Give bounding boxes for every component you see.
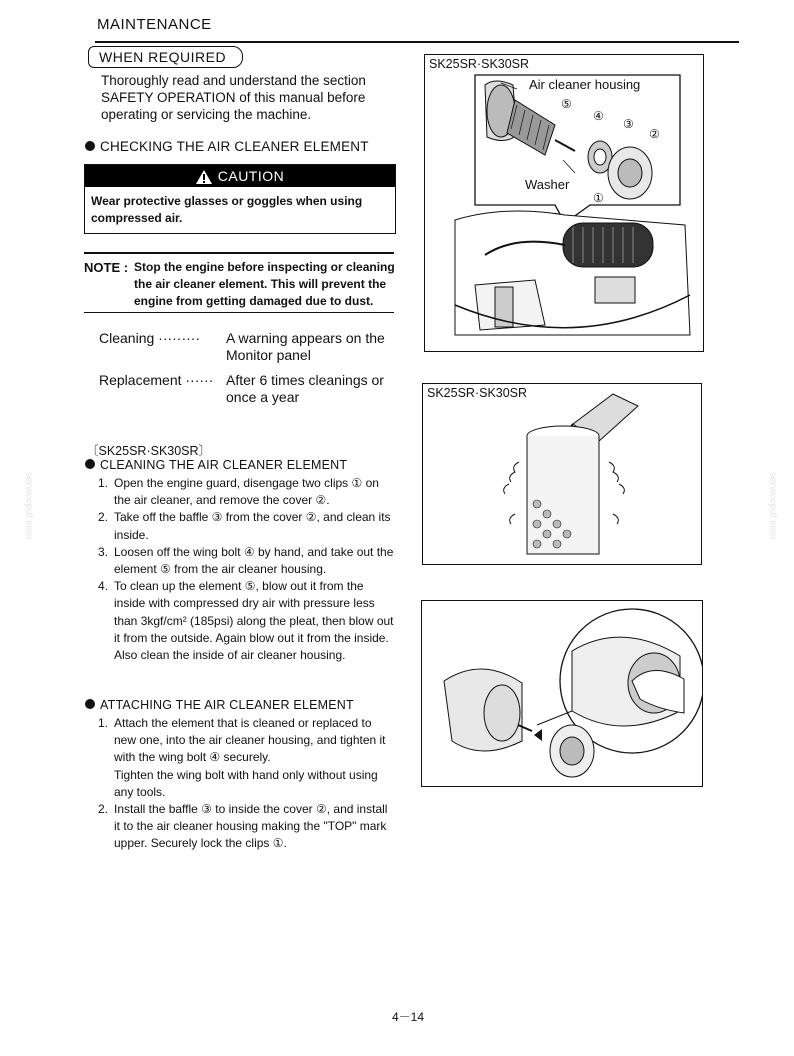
note-rule-top [84, 252, 394, 254]
cleaning-extra: Also clean the inside of air cleaner housing. [114, 648, 346, 663]
attaching-step-extra: Tighten the wing bolt with hand only without using any tools. [114, 767, 378, 799]
cleaning-step: 1. Open the engine guard, disengage two clips ① on the air cleaner, and remove the cover ②. [98, 476, 379, 508]
bullet-icon [85, 459, 95, 469]
schedule-key-replacement: Replacement ······ [99, 372, 214, 388]
caution-text: Wear protective glasses or goggles when using compressed air. [91, 194, 363, 225]
callout-2: ② [649, 127, 660, 141]
schedule-value-cleaning: A warning appears on the Monitor panel [226, 330, 385, 363]
figure-caption: SK25SR·SK30SR [427, 386, 528, 400]
cleaning-step: 3. Loosen off the wing bolt ④ by hand, and take out the element ⑤ from the air cleaner housing. [98, 544, 394, 577]
watermark-right: servicepdf.com [767, 472, 778, 540]
callout-3: ③ [623, 117, 634, 131]
attaching-step: 1. Attach the element that is cleaned or replaced to new one, into the air cleaner housing, and tighten it with the wing bolt ④ securely. [98, 716, 386, 765]
callout-4: ④ [593, 109, 604, 123]
caution-label: CAUTION [217, 168, 285, 184]
note-rule-bottom [84, 312, 394, 313]
cleaning-steps [98, 475, 394, 664]
section-title: MAINTENANCE [97, 16, 212, 33]
attaching-heading: ATTACHING THE AIR CLEANER ELEMENT [85, 698, 354, 712]
figure-caption: SK25SR·SK30SR [429, 57, 530, 71]
warning-triangle-icon [196, 170, 212, 184]
intro-paragraph: Thoroughly read and understand the section SAFETY OPERATION of this manual before operating or servicing the machine. [101, 73, 366, 122]
header-rule [95, 41, 739, 43]
note-label: NOTE : [84, 260, 129, 275]
when-required-tag: WHEN REQUIRED [88, 46, 243, 68]
cleaning-heading: CLEANING THE AIR CLEANER ELEMENT [85, 458, 347, 472]
caution-box [84, 164, 396, 234]
attaching-steps [98, 715, 394, 853]
caution-bar [85, 165, 395, 187]
model-tag: 〔SK25SR·SK30SR〕 [86, 444, 212, 458]
callout-1: ① [593, 191, 604, 205]
figure-air-cleaner-assembly [424, 54, 704, 352]
label-air-cleaner-housing: Air cleaner housing [529, 77, 641, 92]
note-text: Stop the engine before inspecting or cleaning the air cleaner element. This will prevent the engine from getting damaged due to dust. [134, 260, 395, 308]
callout-5: ⑤ [561, 97, 572, 111]
attach-cover-illustration [422, 601, 702, 786]
cleaning-step: 2. Take off the baffle ③ from the cover ②, and clean its inside. [98, 510, 391, 542]
schedule-value-replacement: After 6 times cleanings or once a year [226, 372, 384, 405]
watermark-left: servicepdf.com [23, 472, 34, 540]
compressed-air-cleaning-illustration [423, 384, 701, 564]
cleaning-step: 4. To clean up the element ⑤, blow out it from the inside with compressed dry air with pressure less than 3kgf/cm² (185psi) along the pleat, then blow out it from the outside. Again blow out it from the inside. [98, 579, 394, 645]
schedule-key-cleaning: Cleaning ········· [99, 330, 201, 346]
label-washer: Washer [525, 177, 570, 192]
figure-blowing-element [422, 383, 702, 565]
figure-attaching-cover [421, 600, 703, 787]
page-number: 4－14 [392, 1010, 425, 1024]
checking-heading: CHECKING THE AIR CLEANER ELEMENT [85, 139, 369, 154]
bullet-icon [85, 141, 95, 151]
attaching-step: 2. Install the baffle ③ to inside the cover ②, and install it to the air cleaner housing making the "TOP" mark upper. Securely lock the clips ①. [98, 802, 388, 851]
bullet-icon [85, 699, 95, 709]
